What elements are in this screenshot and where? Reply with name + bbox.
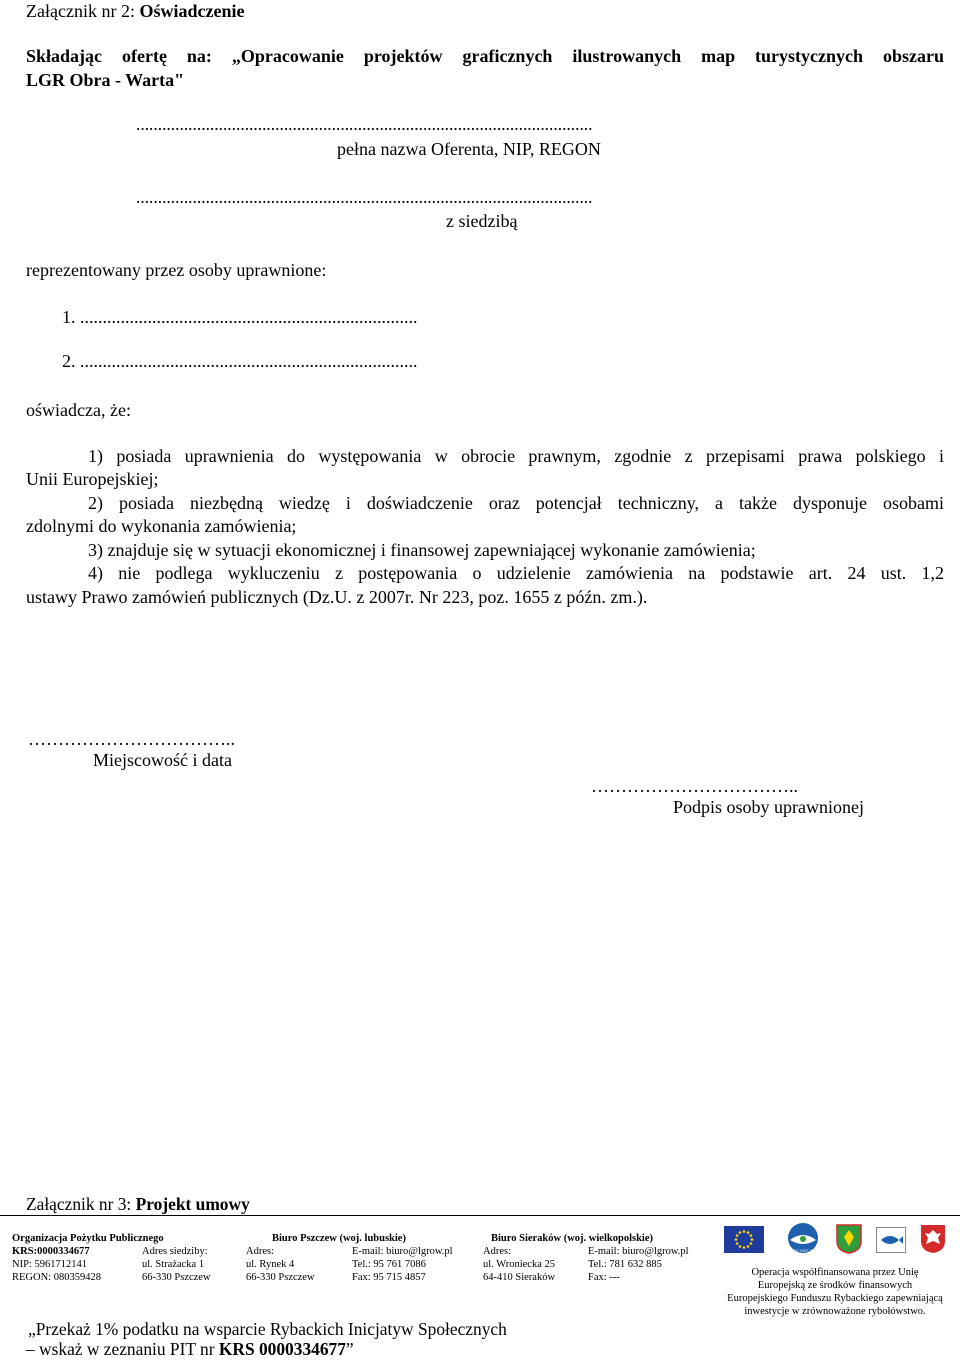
footer-pszczew-tel: Tel.: 95 761 7086 — [352, 1259, 426, 1270]
offer-line-1: Składając ofertę na: „Opracowanie projektów graficznych ilustrowanych map turystycznych obszaru — [26, 46, 944, 66]
footer-nip: NIP: 5961712141 — [12, 1259, 87, 1270]
footer-pszczew-title: Biuro Pszczew (woj. lubuskie) — [272, 1233, 406, 1244]
pit-appeal-suffix: ” — [345, 1339, 354, 1359]
footer-pszczew-email: E-mail: biuro@lgrow.pl — [352, 1246, 453, 1257]
representative-2: 2. ........................................................................... — [62, 351, 418, 371]
place-date-label: Miejscowość i data — [93, 750, 232, 770]
signature-dots: …………………………….. — [591, 776, 798, 796]
statement-4-line-1: 4) nie podlega wykluczeniu z postępowania o udzielenie zamówienia na podstawie art. 24 ust. 1,2 — [88, 563, 944, 583]
footer-pszczew-city: 66-330 Pszczew — [246, 1272, 315, 1283]
cofinancing-line-1: Operacja współfinansowana przez Unię — [751, 1267, 919, 1278]
pit-appeal-line-1: „Przekaż 1% podatku na wsparcie Rybackich Inicjatyw Społecznych — [28, 1319, 507, 1339]
cofinancing-line-2: Europejską ze środków finansowych — [757, 1280, 913, 1291]
annex-2-prefix: Załącznik nr 2: — [26, 1, 140, 21]
offeror-seat-dots: ......................................................................................................... — [136, 187, 593, 207]
footer-sierakow-tel: Tel.: 781 632 885 — [588, 1259, 662, 1270]
footer-sierakow-city: 64-410 Sieraków — [483, 1272, 556, 1283]
footer-sierakow-fax: Fax: --- — [588, 1272, 620, 1283]
footer-pszczew-street: ul. Rynek 4 — [246, 1259, 295, 1270]
footer-seat-label: Adres siedziby: — [142, 1246, 208, 1257]
annex-2-heading — [26, 0, 244, 22]
offer-line-2: LGR Obra - Warta" — [26, 70, 185, 90]
footer-seat-city: 66-330 Pszczew — [142, 1272, 211, 1283]
annex-3-prefix: Załącznik nr 3: — [26, 1194, 136, 1214]
footer-pszczew-fax: Fax: 95 715 4857 — [352, 1272, 426, 1283]
eu-flag-icon — [724, 1226, 764, 1253]
footer-seat-street: ul. Strażacka 1 — [142, 1259, 205, 1270]
footer-regon: REGON: 080359428 — [12, 1272, 101, 1283]
pit-appeal-line-2 — [26, 1338, 354, 1360]
wielkopolska-crest-icon — [920, 1224, 946, 1254]
represented-label: reprezentowany przez osoby uprawnione: — [26, 260, 327, 280]
footer-krs: KRS:0000334677 — [12, 1246, 90, 1257]
representative-1: 1. ........................................................................... — [62, 307, 418, 327]
statement-2-line-1: 2) posiada niezbędną wiedzę i doświadczenie oraz potencjał techniczny, a także dysponuje osobami — [88, 493, 944, 513]
lubuskie-crest-icon — [836, 1224, 862, 1254]
offeror-name-label: pełna nazwa Oferenta, NIP, REGON — [337, 139, 601, 159]
declares-label: oświadcza, że: — [26, 400, 131, 420]
footer-sierakow-title: Biuro Sieraków (woj. wielkopolskie) — [491, 1233, 653, 1244]
pit-appeal-krs: KRS 0000334677 — [218, 1339, 346, 1359]
footer-sierakow-email: E-mail: biuro@lgrow.pl — [588, 1246, 689, 1257]
ryby-logo-text: RYBY 2007-2013 — [787, 1248, 819, 1253]
place-date-dots: …………………………….. — [28, 729, 235, 749]
annex-2-title: Oświadczenie — [139, 1, 245, 21]
footer-sierakow-address-label: Adres: — [483, 1246, 511, 1257]
cofinancing-note — [712, 1266, 958, 1318]
fish-logo-icon — [876, 1227, 906, 1253]
footer-sierakow-street: ul. Wroniecka 25 — [483, 1259, 555, 1270]
ryby-logo-icon — [782, 1222, 824, 1254]
statement-2-line-2: zdolnymi do wykonania zamówienia; — [26, 516, 297, 536]
signature-label: Podpis osoby uprawnionej — [673, 797, 864, 817]
annex-3-title: Projekt umowy — [135, 1194, 250, 1214]
footer-pszczew-address-label: Adres: — [246, 1246, 274, 1257]
cofinancing-line-4: inwestycje w zrównoważone rybołówstwo. — [744, 1306, 926, 1317]
cofinancing-line-3: Europejskiego Funduszu Rybackiego zapewniającą — [727, 1293, 943, 1304]
offeror-name-dots: ......................................................................................................... — [136, 114, 593, 134]
statement-3: 3) znajduje się w sytuacji ekonomicznej i finansowej zapewniającej wykonanie zamówienia; — [88, 540, 756, 560]
footer-org: Organizacja Pożytku Publicznego — [12, 1233, 164, 1244]
statement-1-line-2: Unii Europejskiej; — [26, 469, 159, 489]
statement-1-line-1: 1) posiada uprawnienia do występowania w obrocie prawnym, zgodnie z przepisami prawa polskiego i — [88, 446, 944, 466]
statement-4-line-2: ustawy Prawo zamówień publicznych (Dz.U. z 2007r. Nr 223, poz. 1655 z późn. zm.). — [26, 587, 648, 607]
pit-appeal-prefix: – wskaż w zeznaniu PIT nr — [26, 1339, 219, 1359]
footer-divider — [0, 1215, 960, 1216]
offeror-seat-label: z siedzibą — [446, 211, 518, 231]
annex-3-heading — [26, 1193, 250, 1215]
